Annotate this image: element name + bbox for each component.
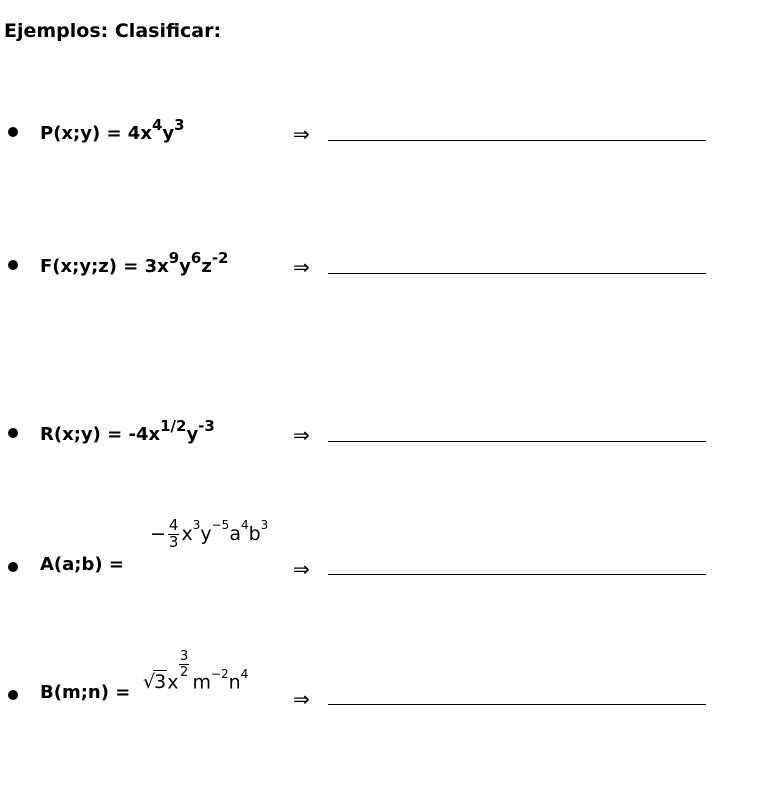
list-item xyxy=(0,243,776,303)
answer-blank[interactable] xyxy=(328,140,706,141)
square-root: √3 xyxy=(143,671,167,694)
exponent-fraction: 3 2 xyxy=(180,649,189,680)
fraction: $\frac{4}{3}$ xyxy=(168,516,179,551)
expression-f: F(x;y;z) = $3x^9y^6z^{-2}$ xyxy=(40,249,229,277)
expression-a-math: − $\frac{4}{3}$ $x^3y^{-5}a^4b^3$ xyxy=(150,516,269,551)
expression-b-label: B(m;n) = xyxy=(40,682,131,703)
page-title: Ejemplos: Clasificar: xyxy=(4,20,222,42)
bullet xyxy=(8,260,18,270)
list-item xyxy=(0,648,776,718)
expression-a-label: A(a;b) = xyxy=(40,554,124,575)
answer-blank[interactable] xyxy=(328,441,706,442)
implies-arrow: ⇒ xyxy=(293,255,310,279)
answer-blank[interactable] xyxy=(328,574,706,575)
bullet xyxy=(8,562,18,572)
expression-b-math: √3x $m^{-2}n^4$ xyxy=(143,667,249,694)
implies-arrow: ⇒ xyxy=(293,423,310,447)
answer-blank[interactable] xyxy=(328,704,706,705)
implies-arrow: ⇒ xyxy=(293,557,310,581)
expression-p: P(x;y) = $4x^4y^3$ xyxy=(40,116,185,144)
list-item xyxy=(0,411,776,471)
bullet xyxy=(8,690,18,700)
implies-arrow: ⇒ xyxy=(293,687,310,711)
bullet xyxy=(8,127,18,137)
list-item xyxy=(0,110,776,170)
list-item xyxy=(0,510,776,590)
answer-blank[interactable] xyxy=(328,273,706,274)
expression-r: R(x;y) = $-4x^{1/2}y^{-3}$ xyxy=(40,417,215,445)
implies-arrow: ⇒ xyxy=(293,122,310,146)
bullet xyxy=(8,428,18,438)
